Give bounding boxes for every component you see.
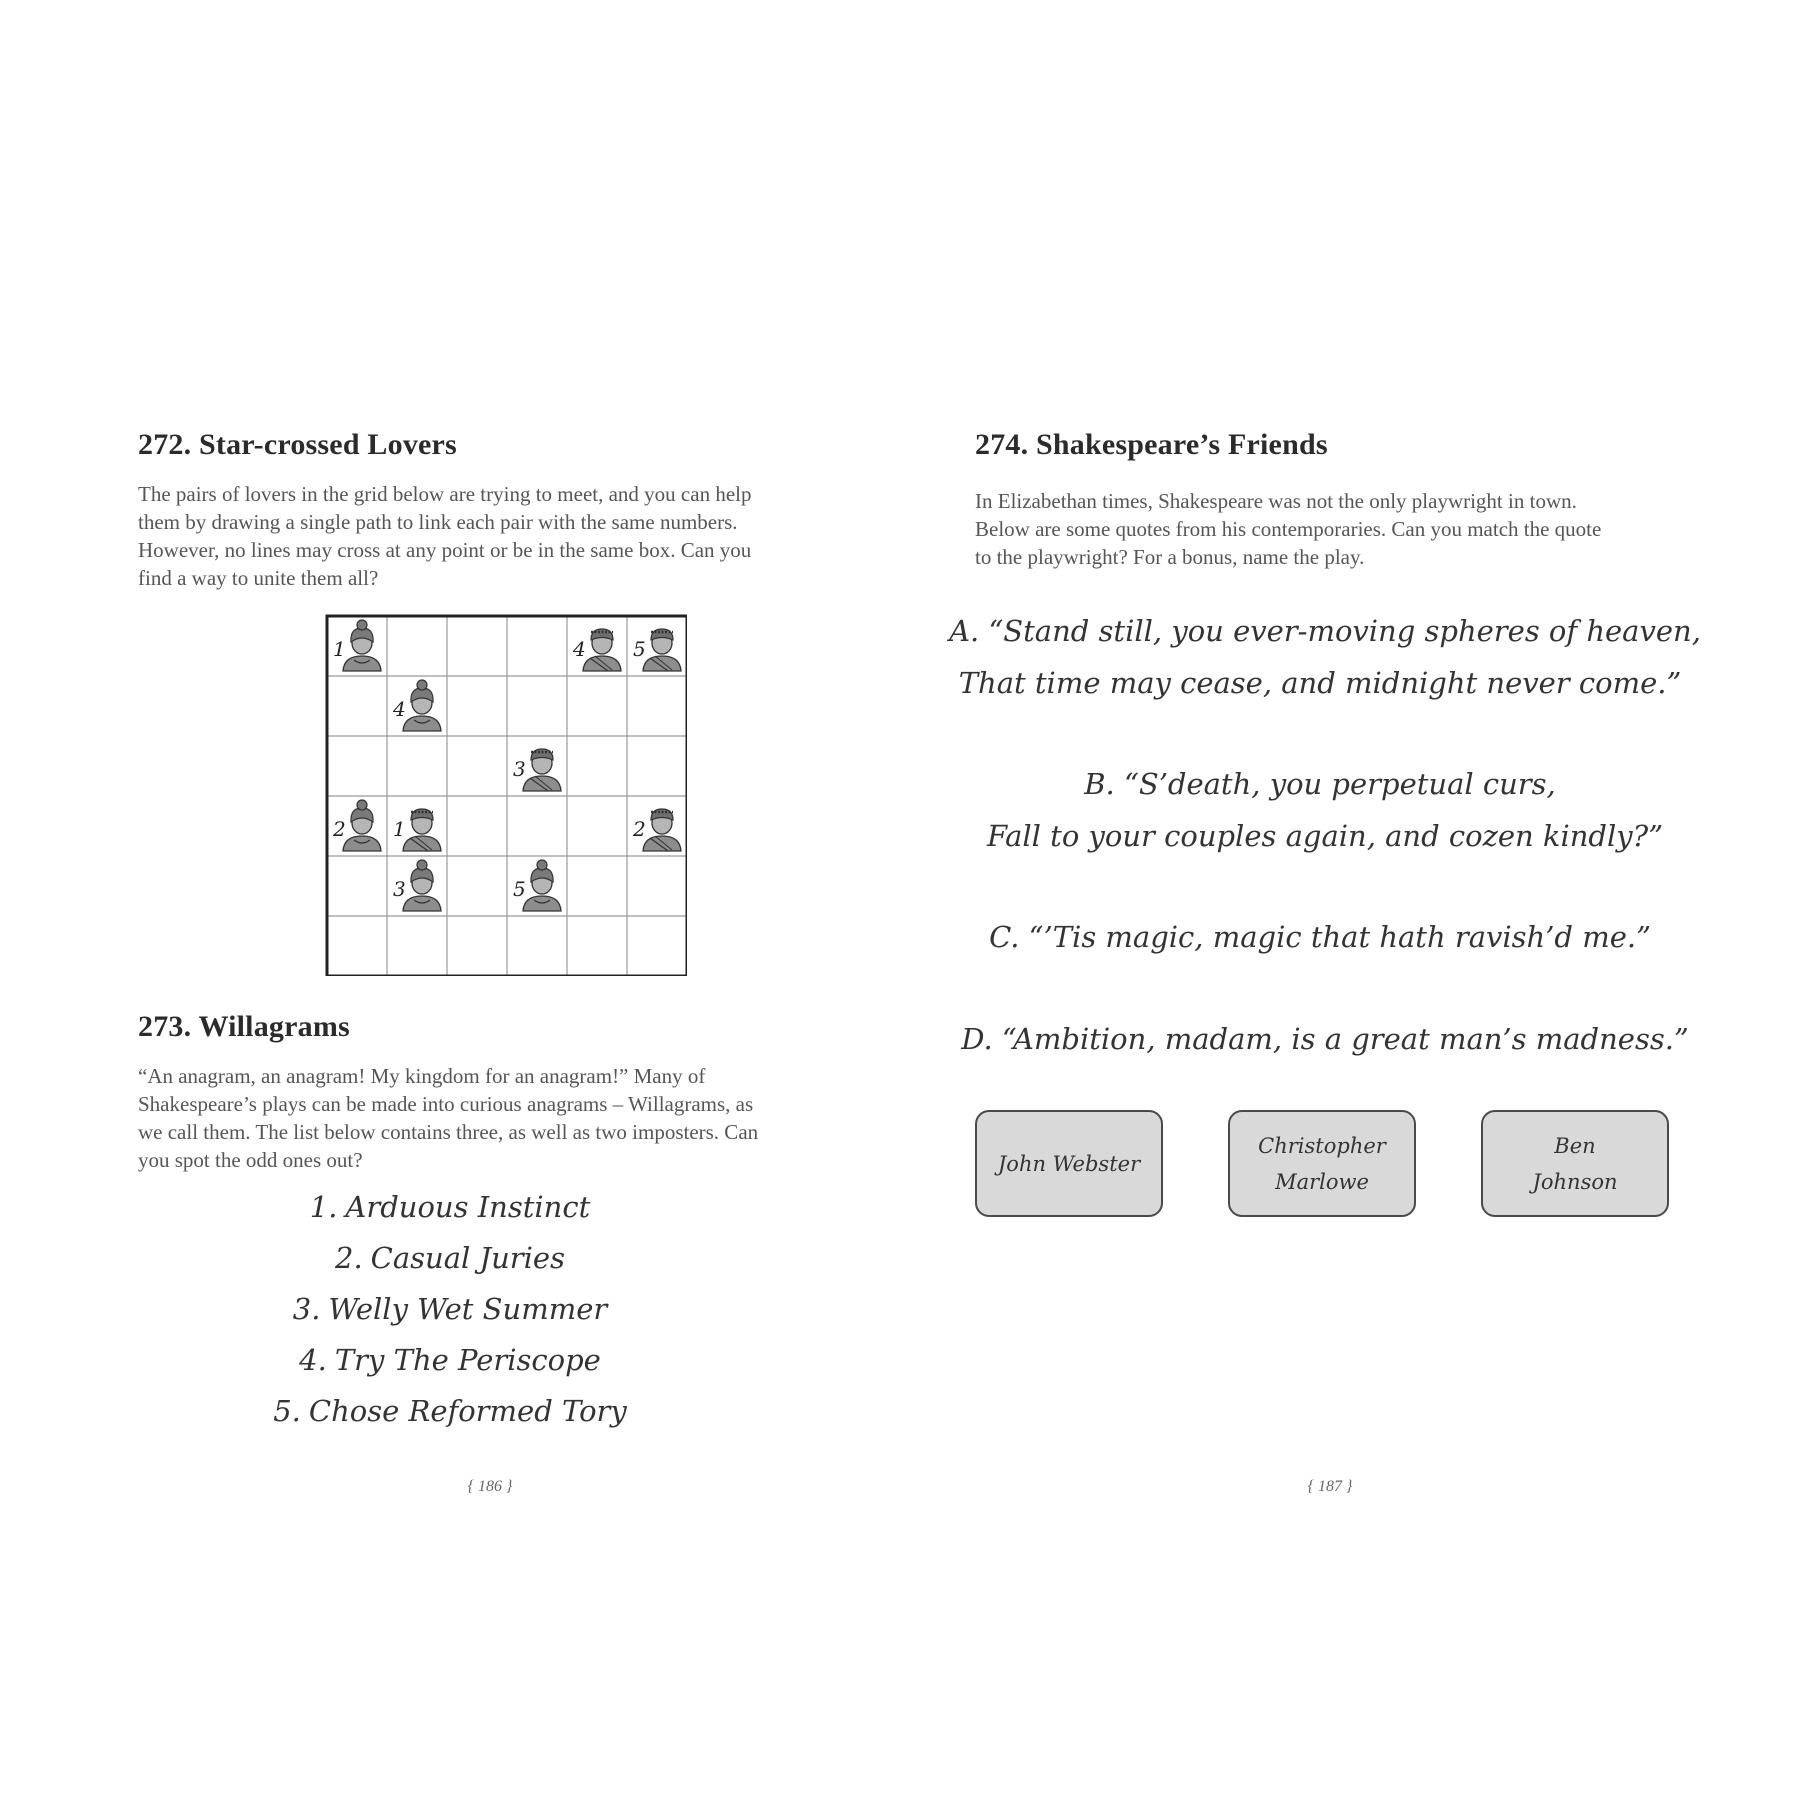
figure-body <box>643 656 681 671</box>
puzzle-274-text-line: Below are some quotes from his contemporaries. Can you match the quote <box>975 517 1602 541</box>
puzzle-273-text-line: Shakespeare’s plays can be made into curious anagrams – Willagrams, as <box>138 1092 754 1116</box>
figure-number: 3 <box>393 877 406 901</box>
figure-number: 4 <box>393 697 406 721</box>
man-figure-icon <box>643 629 681 671</box>
man-figure-icon <box>523 749 561 791</box>
puzzle-273-text <box>138 1062 758 1174</box>
anagram-text: Try The Periscope <box>334 1343 601 1377</box>
woman-figure-icon <box>403 860 441 911</box>
puzzle-272-title: 272. Star-crossed Lovers <box>138 428 457 461</box>
playwright-name: John Webster <box>997 1151 1141 1176</box>
puzzle-274-title: 274. Shakespeare’s Friends <box>975 428 1328 461</box>
figure-number: 5 <box>633 637 646 661</box>
figure-bun <box>357 800 367 810</box>
figure-body <box>523 776 561 791</box>
anagram-item <box>0 1343 900 1377</box>
quote-a-line-2: That time may cease, and midnight never come.” <box>958 666 1682 700</box>
anagram-number: 5. <box>273 1394 301 1428</box>
figure-number: 2 <box>633 817 646 841</box>
man-figure-icon <box>643 809 681 851</box>
man-figure-icon <box>403 809 441 851</box>
figure-number: 1 <box>393 817 406 841</box>
puzzle-274-text-line: In Elizabethan times, Shakespeare was not the only playwright in town. <box>975 489 1577 513</box>
quote-b-line-1: B. “S’death, you perpetual curs, <box>1084 767 1556 801</box>
puzzle-272-text-line: find a way to unite them all? <box>138 566 379 590</box>
puzzle-272-text-line: The pairs of lovers in the grid below are trying to meet, and you can help <box>138 482 752 506</box>
anagram-item <box>0 1292 900 1326</box>
woman-figure-icon <box>343 800 381 851</box>
figure-body <box>403 836 441 851</box>
playwright-card-marlowe <box>1228 1110 1416 1217</box>
anagram-text: Arduous Instinct <box>345 1190 591 1224</box>
anagram-number: 2. <box>335 1241 363 1275</box>
playwright-name: Johnson <box>1532 1169 1618 1194</box>
page-number: { 187 } <box>1307 1478 1353 1495</box>
playwright-name: Ben <box>1554 1133 1596 1158</box>
figure-body <box>643 836 681 851</box>
puzzle-272-text-line: them by drawing a single path to link each pair with the same numbers. <box>138 510 738 534</box>
anagram-text: Chose Reformed Tory <box>308 1394 627 1428</box>
quote-d-line-1: D. “Ambition, madam, is a great man’s madness.” <box>961 1022 1689 1056</box>
right-page <box>900 0 1800 1800</box>
puzzle-272-text-line: However, no lines may cross at any point or be in the same box. Can you <box>138 538 752 562</box>
puzzle-272-text <box>138 480 751 592</box>
playwright-card-johnson <box>1481 1110 1669 1217</box>
woman-figure-icon <box>343 620 381 671</box>
woman-figure-icon <box>523 860 561 911</box>
man-figure-icon <box>583 629 621 671</box>
playwright-card-webster <box>975 1110 1163 1217</box>
puzzle-273-text-line: “An anagram, an anagram! My kingdom for an anagram!” Many of <box>138 1064 706 1088</box>
puzzle-273-title: 273. Willagrams <box>138 1010 350 1043</box>
figure-body <box>583 656 621 671</box>
figure-number: 5 <box>513 877 526 901</box>
figure-bun <box>537 860 547 870</box>
figure-bun <box>417 680 427 690</box>
anagram-item <box>0 1190 900 1224</box>
anagram-text: Casual Juries <box>370 1241 565 1275</box>
figure-number: 4 <box>573 637 586 661</box>
anagram-item <box>0 1241 900 1275</box>
figure-number: 2 <box>333 817 346 841</box>
quote-c-line-1: C. “’Tis magic, magic that hath ravish’d me.” <box>989 920 1651 954</box>
figure-number: 3 <box>513 757 526 781</box>
woman-figure-icon <box>403 680 441 731</box>
figure-number: 1 <box>333 637 346 661</box>
anagram-number: 1. <box>309 1190 338 1224</box>
playwright-name: Christopher <box>1258 1133 1386 1158</box>
puzzle-274-text-line: to the playwright? For a bonus, name the play. <box>975 545 1365 569</box>
quote-a-line-1: A. “Stand still, you ever-moving spheres of heaven, <box>949 614 1701 648</box>
puzzle-273-text-line: we call them. The list below contains three, as well as two imposters. Can <box>138 1120 759 1144</box>
figure-bun <box>357 620 367 630</box>
figure-bun <box>417 860 427 870</box>
anagram-item <box>0 1394 900 1428</box>
puzzle-274-text <box>975 487 1601 571</box>
playwright-name: Marlowe <box>1275 1169 1369 1194</box>
page-number: { 186 } <box>467 1478 513 1495</box>
anagram-text: Welly Wet Summer <box>328 1292 608 1326</box>
anagram-number: 3. <box>292 1292 321 1326</box>
quote-b-line-2: Fall to your couples again, and cozen kindly?” <box>986 819 1664 853</box>
puzzle-273-text-line: you spot the odd ones out? <box>138 1148 363 1172</box>
anagram-number: 4. <box>299 1343 327 1377</box>
lovers-grid <box>325 614 687 976</box>
